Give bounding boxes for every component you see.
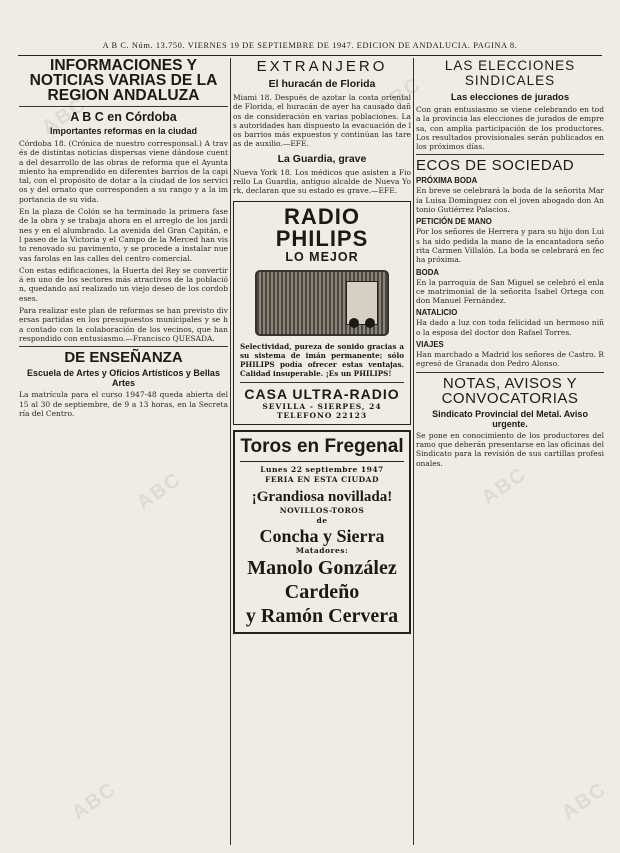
elections-text: Con gran entusiasmo se viene celebrando en toda la provincia las elecciones de jurados de empresa, con amplia participación de los productores. Los resultados provisionales serán publicados en los próximos días. bbox=[416, 105, 604, 152]
school-title: Escuela de Artes y Oficios Artísticos y Bellas Artes bbox=[27, 368, 220, 389]
bullfight-bulls: NOVILLOS-TOROS bbox=[279, 505, 365, 515]
society-text: Por los señores de Herrera y para su hijo don Luis ha sido pedida la mano de la encantadora señorita Carmen Villalón. La boda se celebrará en fecha próxima. bbox=[416, 227, 604, 265]
ad-tagline: LO MEJOR bbox=[285, 249, 359, 264]
ad-shop: CASA ULTRA-RADIO bbox=[244, 385, 400, 402]
radio-set-illustration bbox=[255, 270, 389, 336]
story-title: El huracán de Florida bbox=[268, 78, 376, 90]
society-subhead: PRÓXIMA BODA bbox=[416, 176, 478, 186]
radio-knob bbox=[365, 318, 375, 328]
ad-brand: RADIO PHILIPS bbox=[275, 203, 369, 251]
column-regional bbox=[19, 58, 228, 845]
watermark: ABC bbox=[372, 72, 426, 120]
column-society bbox=[416, 58, 604, 845]
society-subhead: PETICIÓN DE MANO bbox=[416, 217, 492, 227]
ad-address: SEVILLA - SIERPES, 24 bbox=[262, 401, 382, 411]
article-title: Importantes reformas en la ciudad bbox=[49, 126, 198, 136]
bullfight-matador: Cardeño bbox=[284, 580, 360, 603]
bullfight-event: ¡Grandiosa novillada! bbox=[251, 488, 393, 505]
bullfight-ad bbox=[233, 430, 411, 634]
bullfight-matador: y Ramón Cervera bbox=[245, 604, 399, 627]
foreign-kicker: EXTRANJERO bbox=[256, 58, 388, 75]
watermark: ABC bbox=[557, 777, 611, 825]
society-subhead: VIAJES bbox=[416, 340, 444, 350]
philips-ad bbox=[233, 201, 411, 425]
divider bbox=[240, 382, 404, 383]
notice-text: Se pone en conocimiento de los productores del ramo que deberán presentarse en las oficinas del Sindicato para la revisión de sus cartillas profesionales. bbox=[416, 430, 604, 468]
article-paragraph: En la plaza de Colón se ha terminado la primera fase de la obra y se trabaja ahora en el arreglo de los jardines y en el alumbrado. La avenida del Gran Capitán, el paseo de la Victoria y el Campo de la Merced han visto renovado su pavimento, y se procede a instalar nuevas farolas en las calles del centro comercial. bbox=[19, 207, 228, 263]
radio-knob bbox=[349, 318, 359, 328]
divider bbox=[19, 346, 228, 347]
ad-phone: TELEFONO 22123 bbox=[276, 410, 368, 420]
watermark: ABC bbox=[37, 92, 91, 140]
society-text: En breve se celebrará la boda de la señorita María Luisa Domínguez con el joven abogado don Antonio Gutiérrez Palacios. bbox=[416, 186, 604, 215]
article-paragraph: Con estas edificaciones, la Huerta del Rey se convertirá en uno de los sectores más atractivos de la población, quedando así realizado un viejo deseo de los cordobeses. bbox=[19, 265, 228, 303]
bullfight-title: Toros en Fregenal bbox=[240, 436, 404, 462]
education-headline: DE ENSEÑANZA bbox=[64, 349, 183, 367]
article-paragraph: Para realizar este plan de reformas se han previsto diversas partidas en los presupuestos municipales y se ha contado con la colaboración de los vecinos, que han respondido con entusiasmo.—Francisco QUESADA. bbox=[19, 306, 228, 343]
page-header: A B C. Núm. 13.750. VIERNES 19 DE SEPTIEMBRE DE 1947. EDICION DE ANDALUCIA. PAGINA 8. bbox=[18, 41, 602, 56]
watermark: ABC bbox=[67, 777, 121, 825]
watermark: ABC bbox=[132, 467, 186, 515]
society-subhead: BODA bbox=[416, 267, 439, 277]
elections-kicker: LAS ELECCIONES SINDICALES bbox=[444, 58, 576, 88]
story-text: Nueva York 18. Los médicos que asisten a Fiorello La Guardia, antiguo alcalde de Nueva York, declaran que su estado es grave.—EFE. bbox=[233, 167, 411, 196]
divider bbox=[416, 372, 604, 373]
story-title: La Guardia, grave bbox=[277, 152, 367, 165]
divider bbox=[19, 106, 228, 107]
divider bbox=[416, 154, 604, 155]
cordoba-subhead: A B C en Córdoba bbox=[70, 110, 177, 124]
bullfight-fair: FERIA EN ESTA CIUDAD bbox=[265, 474, 379, 484]
column-foreign bbox=[233, 58, 411, 845]
bullfight-date: Lunes 22 septiembre 1947 bbox=[260, 464, 384, 474]
notices-headline: NOTAS, AVISOS Y CONVOCATORIAS bbox=[441, 374, 579, 407]
ad-copy: Selectividad, pureza de sonido gracias a su sistema de imán permanente; sólo PHILIPS podía ofrecer estas ventajas. Calidad insuperable. ¡Es un PHILIPS! bbox=[240, 341, 404, 378]
article-paragraph: Córdoba 18. (Crónica de nuestro corresponsal.) A través de distintas noticias dispersas viene dándose cuenta del desarrollo de las obras de reforma que el Ayuntamiento ha emprendido en diferentes barrios de la capital, con el propósito de dotar a la ciudad de los servicios y del ornato que corresponden a su rango y a la importancia de su vida. bbox=[19, 139, 228, 204]
society-headline: ECOS DE SOCIEDAD bbox=[416, 157, 575, 175]
notice-title: Sindicato Provincial del Metal. Aviso urgente. bbox=[432, 408, 588, 429]
watermark: ABC bbox=[477, 462, 531, 510]
society-text: En la parroquia de San Miguel se celebró el enlace matrimonial de la señorita Isabel Ortega con don Manuel Fernández. bbox=[416, 277, 604, 306]
regional-headline: INFORMACIONES Y NOTICIAS VARIAS DE LA REGION ANDALUZA bbox=[29, 58, 218, 104]
school-text: La matrícula para el curso 1947-48 queda abierta del 15 al 30 de septiembre, de 9 a 13 horas, en la Secretaría del Centro. bbox=[19, 390, 228, 418]
column-rule bbox=[230, 58, 231, 845]
story-text: Miami 18. Después de azotar la costa oriental de Florida, el huracán de ayer ha causado daños de consideración en varias poblaciones. Las autoridades han dispuesto la evacuación de los barrios más expuestos y continúan las tareas de auxilio.—EFE. bbox=[233, 93, 411, 149]
elections-title: Las elecciones de jurados bbox=[450, 92, 570, 103]
bullfight-de: de bbox=[316, 515, 328, 525]
bullfight-matador: Manolo González bbox=[247, 556, 397, 579]
bullfight-matadors-label: Matadores: bbox=[295, 545, 349, 555]
bullfight-ranch: Concha y Sierra bbox=[259, 525, 385, 546]
column-rule bbox=[413, 58, 414, 845]
society-text: Han marchado a Madrid los señores de Castro. Regresó de Granada don Pedro Alonso. bbox=[416, 350, 604, 369]
society-text: Ha dado a luz con toda felicidad un hermoso niño la esposa del doctor don Rafael Torres. bbox=[416, 318, 604, 337]
society-subhead: NATALICIO bbox=[416, 308, 458, 318]
